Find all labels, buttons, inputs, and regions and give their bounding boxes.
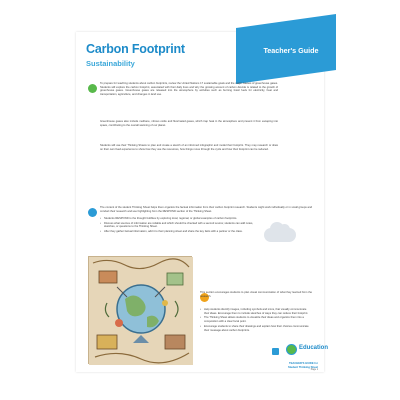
logo-wordmark: Education — [299, 345, 329, 351]
list-item: • Students RESPOND to the thought bubbles by exploring local, regional, or global examples of carbon footprints. — [100, 217, 260, 221]
page-subtitle: Sustainability — [86, 59, 135, 68]
page-corner-icon — [272, 348, 279, 355]
footer-page-number: Page 1 — [310, 369, 318, 372]
list-item: • Encourage students to share their drawings and explain how their choices communicate their message about carbon footprints. — [200, 325, 312, 332]
section-icon — [88, 84, 97, 93]
footer-guide-line-2: Student Thinking Sheet — [287, 365, 318, 369]
footer — [254, 362, 318, 373]
list-item: • Help students identify images, including symbols and icons, that visually communicate their ideas. Encourage them to include sketches of ways they can reduce their footprint. — [200, 308, 312, 315]
student-artwork-image — [88, 256, 192, 364]
intro-paragraph-1: To prepare for teaching students about carbon footprints, review the United Nations 17 sustainable goals and the major causes of greenhouse gases. Students will explore the carbon footprint, associated with their daily lives and why the growing amount of carbon dioxide is related to the growth of greenhouse gases. Greenhouse gases are released into the atmosphere by activities such as burning fossil fuels for electricity, heat and transportation, agriculture, and changes in land use. — [100, 82, 278, 97]
activity-bullet-list — [200, 308, 312, 333]
student-artwork-svg — [89, 257, 193, 365]
cloud-illustration — [264, 228, 296, 242]
teachers-guide-page — [76, 32, 329, 372]
logo-mark-icon — [286, 344, 297, 355]
intro-paragraph-2: Greenhouse gases also include methane, nitrous oxide and fluorinated gases, which trap heat in the atmosphere and prevent it from escaping into space, contributing to the overall warming of our planet. — [100, 120, 278, 127]
page-title: Carbon Footprint — [86, 42, 185, 56]
research-icon — [88, 208, 97, 217]
list-item: • After they gather factual information, add it to their planning sheet and share the key facts with a partner or the class. — [100, 230, 260, 234]
list-item: • The Thinking Sheet allows students to visualize their ideas and organize them into a composition with a clear focal point. — [200, 316, 312, 323]
footer-guide-line-1: TEACHER'S GUIDE for — [288, 362, 318, 365]
research-bullet-list — [100, 217, 260, 235]
list-item: • Discuss what sources of information are reliable and which should be checked with a second source; students can add notes, sketches, or questions to the Thinking Sheet. — [100, 222, 260, 229]
research-paragraph: The content of the student Thinking Sheet helps them organize the factual information from their carbon footprint research. Students might work individually or in small groups and conduct their research and use highlighting from the RESPOND section of the Thinking Sheet. — [100, 206, 312, 213]
intro-paragraph-3: Students will use their Thinking Sheets to plan and create a sketch of an informed infographic and model their footprint. They may research or draw on their own lived experience to show how they use the resources, how things move through the cycle and how their footprint can be reduced. — [100, 144, 278, 151]
teachers-guide-badge: Teacher's Guide — [263, 46, 319, 55]
activity-paragraph: This section encourages students to plan visual communication of what they learned from the research. — [200, 291, 312, 298]
